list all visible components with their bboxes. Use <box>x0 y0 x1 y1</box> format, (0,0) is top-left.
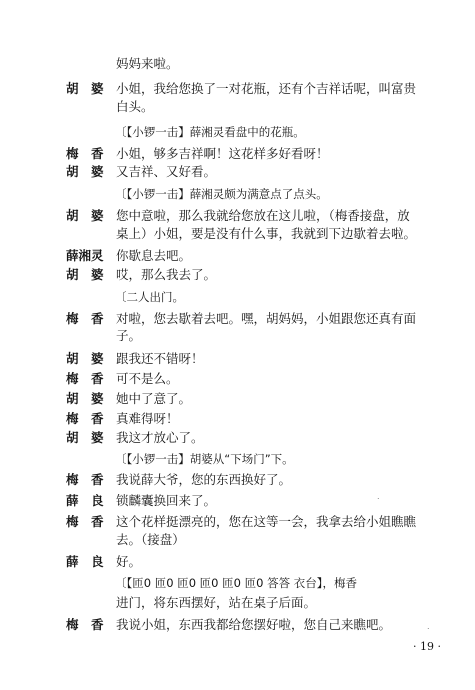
speaker-name: 薛 良 <box>66 493 104 508</box>
scan-mark: . <box>427 622 430 631</box>
dialogue-text: 我说薛大爷，您的东西换好了。 <box>116 472 292 487</box>
dialogue-text: 锁麟囊换回来了。 <box>116 493 217 508</box>
continuation-line: 去。（接盘） <box>116 532 185 547</box>
continuation-line: 妈妈来啦。 <box>116 56 179 71</box>
page-number: · 19 · <box>413 640 441 653</box>
dialogue-text: 您中意啦，那么我就给您放在这儿啦，（梅香接盘，放 <box>116 208 410 223</box>
speaker-name: 胡 婆 <box>66 208 104 223</box>
continuation-line: 子。 <box>116 328 142 343</box>
dialogue-text: 小姐，我给您换了一对花瓶，还有个吉祥话呢，叫富贵 <box>116 81 417 96</box>
speaker-name: 胡 婆 <box>66 391 104 406</box>
dialogue-text: 她中了意了。 <box>116 391 192 406</box>
dialogue-text: 哎，那么我去了。 <box>116 267 217 282</box>
stage-direction: 〔二人出门。 <box>115 290 184 304</box>
dialogue-text: 你歇息去吧。 <box>116 248 192 263</box>
speaker-name: 胡 婆 <box>66 267 104 282</box>
speaker-name: 薛 良 <box>66 554 104 569</box>
dialogue-text: 跟我还不错呀！ <box>116 351 204 366</box>
dialogue-text: 我这才放心了。 <box>116 430 204 445</box>
speaker-name: 薛湘灵 <box>66 248 104 263</box>
speaker-name: 胡 婆 <box>66 164 104 179</box>
dialogue-text: 真难得呀！ <box>116 411 179 426</box>
speaker-name: 胡 婆 <box>66 81 104 96</box>
dialogue-text: 我说小姐，东西我都给您摆好啦，您自己来瞧吧。 <box>116 617 392 632</box>
speaker-name: 梅 香 <box>66 472 104 487</box>
stage-direction: 〔【小锣一击】胡婆从“下场门”下。 <box>115 452 294 466</box>
dialogue-text: 这个花样挺漂亮的，您在这等一会，我拿去给小姐瞧瞧 <box>116 514 417 529</box>
continuation-line: 白头。 <box>116 99 154 114</box>
speaker-name: 梅 香 <box>66 146 104 161</box>
speaker-name: 胡 婆 <box>66 430 104 445</box>
dialogue-text: 对啦，您去歇着去吧。嘿，胡妈妈，小姐跟您还真有面 <box>116 311 417 326</box>
dialogue-text: 好。 <box>116 554 142 569</box>
stage-direction: 〔【小锣一击】薛湘灵颇为满意点了点头。 <box>115 187 328 201</box>
scan-mark: . <box>377 492 380 501</box>
dialogue-text: 可不是么。 <box>116 371 179 386</box>
speaker-name: 梅 香 <box>66 411 104 426</box>
speaker-name: 梅 香 <box>66 371 104 386</box>
stage-direction: 〔【匝0 匝0 匝0 匝0 匝0 匝0 答答 衣台】，梅香 <box>115 576 357 590</box>
speaker-name: 梅 香 <box>66 617 104 632</box>
speaker-name: 胡 婆 <box>66 351 104 366</box>
stage-direction: 〔【小锣一击】薛湘灵看盘中的花瓶。 <box>115 125 305 139</box>
continuation-line: 进门，将东西摆好，站在桌子后面。 <box>116 595 317 610</box>
continuation-line: 桌上）小姐，要是没有什么事，我就到下边歇着去啦。 <box>116 226 417 241</box>
dialogue-text: 小姐，够多吉祥啊！这花样多好看呀！ <box>116 146 329 161</box>
speaker-name: 梅 香 <box>66 514 104 529</box>
speaker-name: 梅 香 <box>66 311 104 326</box>
dialogue-text: 又吉祥、又好看。 <box>116 164 217 179</box>
